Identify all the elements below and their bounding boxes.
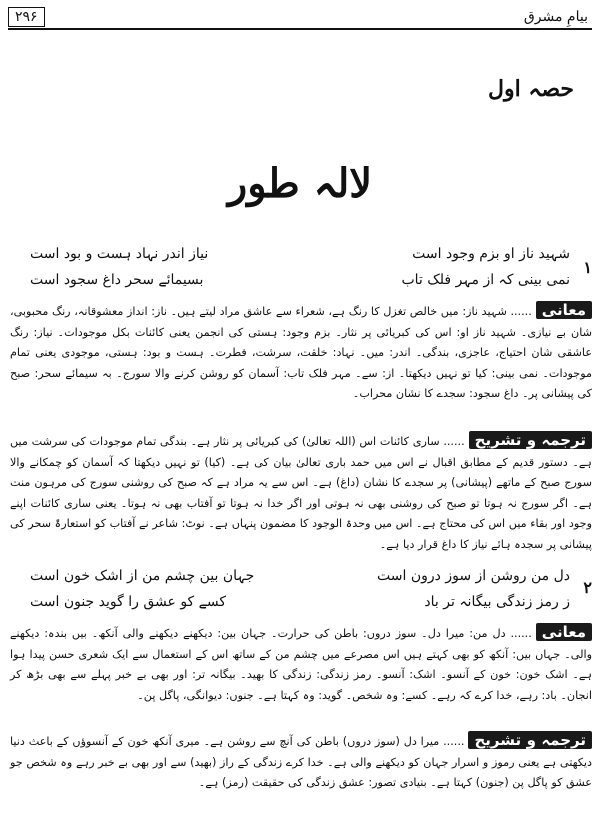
hemistich: نمی بینی کہ از مہر فلک تاب: [401, 272, 570, 288]
paragraph-text: ...... دل من: میرا دل۔ سوز دروں: باطن کی حرارت۔ جہان بین: دیکھنے دیکھنے والی آنکھ۔ بیں بندہ: دیکھنے والی۔ جہاں بیں: آنکھ کو بھی کہتے ہیں اس مصرعے میں چشم من کے ساتھ اس کے استعمال سے ایک شعری حسن پیدا ہوا ہے۔ اشک خون: خون کے آنسو۔ اشک: آنسو۔ رمز زندگی: زندگی کا بھید۔ بیگانہ تر: اور بھی بے خبر پہلے سے بھی بڑھ کر انجان۔ باد: رہے، خدا کرے کہ رہے۔ کسے: وہ شخص۔ گوید: وہ کہتا ہے۔ جنوں: دیوانگی، پاگل پن۔: [10, 627, 592, 702]
hemistich: ز رمز زندگی بیگانہ تر باد: [424, 594, 570, 610]
paragraph-meanings: [10, 300, 592, 405]
paragraph-translation: [10, 730, 592, 794]
verse-number: ۲: [583, 578, 592, 597]
verse-line: [30, 272, 570, 288]
hemistich: بسیمائے سحر داغ سجود است: [30, 272, 204, 288]
hemistich: شہید ناز او بزم وجود است: [412, 246, 570, 262]
paragraph-text: ...... میرا دل (سوز دروں) باطن کی آنچ سے روشن ہے۔ میری آنکھ خون کے آنسوؤں کے باعث دنیا دیکھتی ہے یعنی رموز و اسرار جہان کو دیکھنے والی ہے۔ خدا کرے زندگی کے راز (بھید) سے اور بھی بے خبر رہے وہ شخص جو عشق کو پاگل پن (جنون) کہتا ہے۔ بنیادی تصور: عشق زندگی کی حقیقت (رمز) ہے۔: [10, 735, 592, 789]
paragraph-text: ...... ساری کائنات اس (اللہ تعالیٰ) کی کبریائی پر نثار ہے۔ بندگی تمام موجودات کی سرشت میں ہے۔ دستور قدیم کے مطابق اقبال نے اس میں حمد باری تعالیٰ بیان کی ہے۔ (کیا) تو نہیں دیکھتا کہ آسمان کو چمکانے والا سورج صبح کے ماتھے (پیشانی) پر سجدے کا نشان (داغ) ہے۔ اس سے یہ مراد ہے کہ صبح کی روشنی سورج کی مرہون منت ہے۔ اگر سورج نہ ہوتا تو صبح کی روشنی بھی نہ ہوتی اور اگر خدا نہ ہوتا تو آفتاب بھی نہ ہوتا۔ یعنی ساری کائنات اپنے وجود اور بقاء میں اس کی محتاج ہے۔ اس میں وحدۃ الوجود کا مضمون پنہاں ہے۔ نوٹ: شاعر نے آفتاب کو استعارۃً سحر کی پیشانی پر سجدہ ہائے نیاز کا داغ قرار دیا ہے۔: [10, 435, 592, 551]
running-header: [8, 6, 592, 30]
paragraph-label: ترجمہ و تشریح: [469, 431, 592, 449]
section-title: حصہ اول: [488, 76, 574, 102]
hemistich: نیاز اندر نہاد ہست و بود است: [30, 246, 209, 262]
verse-number: ۱: [583, 258, 592, 277]
hemistich: دل من روشن از سوز درون است: [377, 568, 570, 584]
hemistich: کسے کو عشق را گوید جنون است: [30, 594, 227, 610]
hemistich: جہان بین چشم من از اشک خون است: [30, 568, 255, 584]
book-title: بیامِ مشرق: [523, 9, 588, 25]
paragraph-translation: [10, 430, 592, 555]
chapter-title: لالہ طور: [227, 160, 373, 207]
paragraph-text: ...... شہید ناز: میں خالص تغزل کا رنگ ہے، شعراء سے عاشق مراد لیتے ہیں۔ ناز: انداز معشوقانہ، رنگ محبوبی، شان بے نیازی۔ شہید ناز او: اس کی کبریائی پر نثار۔ بزم وجود: ہستی کی انجمن یعنی کائنات بکل موجودات۔ نیاز: رنگ عاشقی شان احتیاج، عاجزی، بندگی۔ اندر: میں۔ نہاد: خلقت، سرشت، فطرت۔ ہست و بود: ہستی، موجودی یعنی تمام موجودات۔ نمی بینی: کیا تو نہیں دیکھتا۔ از: سے۔ مہر فلک تاب: آسمان کو روشن کرنے والا سورج۔ بہ سیمائے سحر: صبح کی پیشانی پر۔ داغ سجود: سجدے کا نشان محراب۔: [10, 305, 592, 400]
verse-line: [30, 246, 570, 262]
paragraph-label: معانی: [536, 301, 592, 319]
verse-line: [30, 568, 570, 584]
page-number: ۲۹۶: [8, 7, 45, 27]
verse-line: [30, 594, 570, 610]
paragraph-label: معانی: [536, 623, 592, 641]
paragraph-label: ترجمہ و تشریح: [468, 731, 592, 749]
paragraph-meanings: [10, 622, 592, 706]
